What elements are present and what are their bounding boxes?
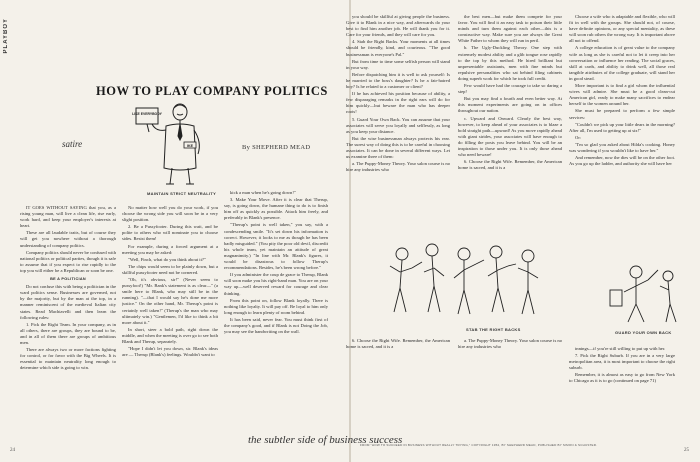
- col1-para: Company politics should never be confused with national politics or political parties, though it is safe to assume that if you expect to rise rapidly to the top you will either be a Republican or soon be one.: [20, 249, 116, 273]
- col4-para: But the wise businessman always protects his rear. The surest way of doing this is to be careful in choosing associates. It can be done in several different ways. Let us examine three of them:: [346, 135, 450, 160]
- col4-para: Before dispatching him it is well to ask yourself: Is he married to the boss's daughter? Is he a fair-haired boy? Is he related to a customer or client?: [346, 71, 450, 90]
- col4-para: you should be skillful at giving people the business. Give it to Blank in a nice way, and afterwards do your best to find him another job. He will thank you for it. Care for your friends, and they will care for you.: [346, 14, 450, 38]
- col6-para: And remember, now the dies will be on the other foot. As you go up the ladder, and authority she will have her: [569, 155, 675, 167]
- column-5: [458, 14, 562, 220]
- col3-para: kick a man when he's going down!": [230, 190, 296, 195]
- col6-para: "I'm so glad you asked about Hilda's cooking. Honey was wondering if you wouldn't like to have her.": [569, 141, 675, 153]
- col4-para: But from time to time some selfish person will stand in your way.: [346, 58, 450, 70]
- col2-para: "Well, Finch, what do you think about it?": [128, 256, 206, 262]
- caption-guard-back: GUARD YOUR OWN BACK: [615, 330, 672, 335]
- col6-para: Choose a wife who is adaptable and flexible, who will fit in well with the groups. She should not, of course, have definite opinions, or any special mentality, as these will soon rub others the wrong way. It is important above all not to offend.: [569, 14, 675, 44]
- col6-para: Or:: [575, 134, 582, 140]
- caption-stab-backs: STAB THE RIGHT BACKS: [466, 327, 521, 332]
- col7-para: 7. Pick the Right Suburb. If you are in a very large metropolitan area, it is most important to choose the right suburb.: [569, 353, 675, 371]
- col6-para: A college education is of great value to the company wife as long as she is careful not to let it creep into her conversation or influence her reading. The social graces, skill at cards, and ability to drink well, all those real tangible attributes of the college graduate, will stand her in good stead.: [569, 45, 675, 81]
- col6-para: She must be prepared to perform a few simple services:: [569, 108, 675, 120]
- col4-para: a. The Puppy-Money Theory. Your salon course is no hire any industries who: [346, 161, 450, 173]
- column-1: [20, 205, 116, 431]
- page-number-right: 25: [684, 448, 689, 453]
- col6-para: "Couldn't we pick up your little dears in the morning? After all, I'm used to getting up at six!": [569, 121, 675, 133]
- col3-para: 3. Make Your Move. After it is clear that Therup, say, is going down, the humane thing to do is to finish him off as quickly as possible. Attack him freely, and preferably in Blank's presence.: [224, 197, 328, 221]
- caption-neutrality: MAINTAIN STRICT NEUTRALITY: [147, 191, 217, 196]
- col5-para: the best men—but make them compete for your favor. You will find it an easy task to poison their little minds and turn them against each other—this is a constructive way. Make sure you are always the Great White Father to whom they will run in peril.: [458, 14, 562, 44]
- article-byline: By SHEPHERD MEAD: [242, 144, 311, 151]
- cartoon-guard-back: [588, 262, 688, 326]
- col2-para: For example, during a forced argument at a meeting you may be asked:: [122, 243, 218, 255]
- column-2: [122, 205, 218, 431]
- col3-para: From this point on, follow Blank loyally. There is nothing like loyalty. It will pay off. Be loyal to him only long enough to learn plenty of room behind.: [224, 297, 328, 315]
- col5-para: c. Upward and Onward. Clearly the best way, however, to keep ahead of your associates is to blaze a bold straight path—upward! As you move rapidly ahead with giant strides, your associates will have enough to do filling the posts you leave behind. You will be an inspiration to those under you. It is only those ahead who need beware!: [458, 115, 562, 158]
- col2-para: 2. Be a Pussyfooter. During this wait, and be polite to others who will nominate you to choose sides. Resist them!: [122, 224, 218, 242]
- col5-para: Few would have had the courage to take so daring a step!: [458, 83, 562, 95]
- column-7: [569, 346, 675, 436]
- col3-para: It has been said, never fear. You must think first of the company's good, and if Blank is not Doing the Job, you may see the handwriting on the wall.: [224, 316, 328, 335]
- article-title: HOW TO PLAY COMPANY POLITICS: [96, 84, 328, 98]
- column-right-lower: [346, 338, 450, 434]
- col2-para: No matter how well you do your work, if you choose the wrong side you will soon be in a very slight position.: [122, 205, 218, 223]
- col2-para: The chips would seem to be plainly down, but a skillful pussyfooter need not be cornered.: [122, 263, 218, 275]
- column-7-left: [458, 338, 562, 434]
- col2-para: In short, steer a bold path, right down the middle, and when the meeting is over go to see both Blank and Therup, separately.: [122, 326, 218, 344]
- col4-para: 4. Stab the Right Backs. Your moments at all times should be friendly, kind, and courteous. "The good businessman is everyone's Pal.": [346, 39, 450, 57]
- cartoon-sign-text: LIKE EVERYBODY: [132, 112, 162, 116]
- col2-para: "Hope I didn't let you down, sir. Blank's ideas are — Therup (Blank's) feelings. Wouldn't want to: [122, 346, 218, 358]
- column-4: [346, 14, 450, 220]
- col4-para: If he has achieved his position because of ability, a few disparaging remarks in the right ears will do for him quickly—but beware the man who has deeper roots!: [346, 91, 450, 115]
- col5-para: b. The Ugly-Duckling Theory. One step with extremely modest ability and a glib tongue rose rapidly to the top by this method. He hired brilliant but unpresentable assistants, men with fine minds but repulsive personalities who sat behind filing cabinets doing superb work for which he took full credit.: [458, 45, 562, 81]
- cartoon-neutrality: [118, 98, 228, 188]
- col4-para: 5. Guard Your Own Back. You can assume that your associates will serve you loyally and selflessly, as long as you keep your distance.: [346, 116, 450, 134]
- section-heading: BE A POLITICIAN: [50, 277, 86, 282]
- col5-para: 6. Choose the Right Wife. Remember, the American home is sacred, and it is a: [458, 159, 562, 171]
- article-subtitle: the subtler side of business success: [248, 434, 403, 446]
- col-lower-para: 6. Choose the Right Wife. Remember, the American home is sacred, and it is a: [346, 338, 450, 350]
- col1-para: 1. Pick the Right Team. In your company, as in all others, there are groups, they are bound to be, and in all of them there are groups of ambitious men.: [20, 321, 116, 345]
- col1-para: IT GOES WITHOUT SAYING that you, as a rising young man, will live a clean life, rise early, work hard, and keep your employer's interests at heart.: [20, 205, 116, 229]
- col6-para: More important is to find a girl whom the influential wives will admire. She must be a good clean-cut American girl, ready to make many sacrifices to endear herself to the women around her.: [569, 83, 675, 107]
- col1-para: There are always two or more factions fighting for control, or for favor with the Big Wheels. It is essential to maintain neutrality long enough to determine which side is going to win.: [20, 347, 116, 371]
- magazine-side-label: PLAYBOY: [3, 18, 9, 54]
- col7-para: Remember, it is almost as easy to go from New York to Chicago as it is to go (continued on page 71): [569, 372, 675, 384]
- col7-para: innings—if you're still willing to put up with her.: [575, 346, 666, 351]
- col2-para: "Oh, it's obvious, sir!" (Never seem to pussyfoot!) "Mr. Bank's statement is as clear—" (a smile here to Blank, who may still be in the running). "—that I would say he's done me more justice." On the other hand, Mr. Therup's point is certainly well taken!" (Therup's the man who may ultimately win.) "Gentlemen, I'd like to think a bit more about it.": [122, 277, 218, 325]
- copyright-footnote: FROM "HOW TO SUCCEED IN BUSINESS WITHOUT REALLY TRYING," COPYRIGHT 1952, BY SHEPHERD MEAD, PUBLISHED BY SIMON & SCHUSTER.: [360, 443, 598, 447]
- article-kicker: satire: [62, 139, 83, 149]
- col1-para: Do not confuse this with being a politician in the ward politics sense. Businesses are governed, not by the majority, but by the man at the top, in a manner reminiscent of the medieval Italian city states. Read Machiavelli and then learn the following rules:: [20, 284, 116, 320]
- col1-para: These are all laudable traits, but of course they will get you nowhere without a thorough understanding of company politics.: [20, 230, 116, 248]
- col3-para: If you administer the coup de grace to Therup, Blank will soon make you his right-hand man. You are on your way up—well deserved reward for courage and clear thinking.: [224, 272, 328, 296]
- page-number-left: 24: [10, 448, 15, 453]
- column-3: [224, 190, 328, 430]
- cartoon-stab-backs: [380, 232, 550, 328]
- col5-para: a. The Puppy-Money Theory. Your salon course is no hire any industries who: [458, 338, 562, 350]
- cartoon-badge-text: IKE: [187, 143, 193, 148]
- column-6: [569, 14, 675, 250]
- col5-para: But you may find a fourth and even better way. At this moment experiments are going on in offices throughout our nation.: [458, 96, 562, 114]
- col3-para: "Therup's point is well taken," you say, with a condescending smile. "It's set down his information is correct. However, it looks to me as though he has been badly misguided." (You pity the poor old devil, discredit his whole team, yet maintain an attitude of great magnanimity.) "In line with Mr. Blank's figures, it would be disastrous to follow Therup's recommendations. Besides, he's been wrong before.": [224, 222, 328, 271]
